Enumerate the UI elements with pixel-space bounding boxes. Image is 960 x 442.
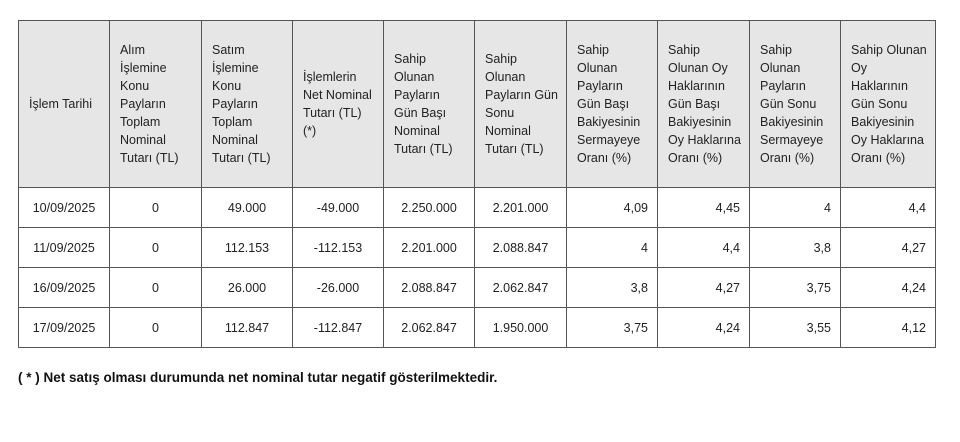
cell-gun-basi-sermaye-orani: 4 [567,228,658,268]
table-row [19,228,936,268]
cell-gun-sonu-sermaye-orani: 3,75 [750,268,841,308]
header-net-nominal: İşlemlerin Net Nominal Tutarı (TL) (*) [293,21,384,188]
header-gun-basi-oy-orani: Sahip Olunan Oy Haklarının Gün Başı Bakiyesinin Oy Haklarına Oranı (%) [658,21,750,188]
cell-date: 10/09/2025 [19,188,110,228]
header-satim-toplam-nominal: Satım İşlemine Konu Payların Toplam Nominal Tutarı (TL) [202,21,293,188]
cell-alim: 0 [110,188,202,228]
cell-net: -49.000 [293,188,384,228]
header-gun-sonu-nominal: Sahip Olunan Payların Gün Sonu Nominal Tutarı (TL) [475,21,567,188]
cell-gun-sonu-nominal: 2.062.847 [475,268,567,308]
header-islem-tarihi: İşlem Tarihi [19,21,110,188]
cell-date: 17/09/2025 [19,308,110,348]
cell-gun-sonu-nominal: 1.950.000 [475,308,567,348]
cell-net: -112.153 [293,228,384,268]
header-gun-sonu-sermaye-orani: Sahip Olunan Payların Gün Sonu Bakiyesinin Sermayeye Oranı (%) [750,21,841,188]
cell-alim: 0 [110,228,202,268]
cell-gun-basi-sermaye-orani: 4,09 [567,188,658,228]
cell-gun-sonu-nominal: 2.201.000 [475,188,567,228]
transactions-table [18,20,936,348]
cell-gun-basi-nominal: 2.062.847 [384,308,475,348]
cell-gun-sonu-oy-orani: 4,27 [841,228,936,268]
cell-satim: 49.000 [202,188,293,228]
table-row [19,308,936,348]
cell-gun-basi-nominal: 2.250.000 [384,188,475,228]
cell-date: 16/09/2025 [19,268,110,308]
table-row [19,268,936,308]
cell-gun-sonu-sermaye-orani: 4 [750,188,841,228]
cell-gun-basi-oy-orani: 4,4 [658,228,750,268]
footnote: ( * ) Net satış olması durumunda net nominal tutar negatif gösterilmektedir. [18,370,498,385]
cell-gun-sonu-sermaye-orani: 3,8 [750,228,841,268]
cell-net: -26.000 [293,268,384,308]
cell-satim: 112.847 [202,308,293,348]
cell-satim: 26.000 [202,268,293,308]
cell-gun-sonu-nominal: 2.088.847 [475,228,567,268]
cell-gun-sonu-oy-orani: 4,4 [841,188,936,228]
header-gun-sonu-oy-orani: Sahip Olunan Oy Haklarının Gün Sonu Bakiyesinin Oy Haklarına Oranı (%) [841,21,936,188]
cell-date: 11/09/2025 [19,228,110,268]
table-row [19,188,936,228]
header-gun-basi-sermaye-orani: Sahip Olunan Payların Gün Başı Bakiyesinin Sermayeye Oranı (%) [567,21,658,188]
cell-gun-sonu-oy-orani: 4,12 [841,308,936,348]
cell-gun-sonu-sermaye-orani: 3,55 [750,308,841,348]
cell-alim: 0 [110,268,202,308]
cell-gun-basi-sermaye-orani: 3,75 [567,308,658,348]
cell-net: -112.847 [293,308,384,348]
cell-gun-basi-oy-orani: 4,24 [658,308,750,348]
header-gun-basi-nominal: Sahip Olunan Payların Gün Başı Nominal Tutarı (TL) [384,21,475,188]
cell-satim: 112.153 [202,228,293,268]
header-row [19,21,936,188]
cell-gun-basi-sermaye-orani: 3,8 [567,268,658,308]
cell-gun-basi-nominal: 2.201.000 [384,228,475,268]
header-alim-toplam-nominal: Alım İşlemine Konu Payların Toplam Nominal Tutarı (TL) [110,21,202,188]
cell-gun-basi-nominal: 2.088.847 [384,268,475,308]
cell-gun-basi-oy-orani: 4,27 [658,268,750,308]
cell-alim: 0 [110,308,202,348]
cell-gun-basi-oy-orani: 4,45 [658,188,750,228]
cell-gun-sonu-oy-orani: 4,24 [841,268,936,308]
